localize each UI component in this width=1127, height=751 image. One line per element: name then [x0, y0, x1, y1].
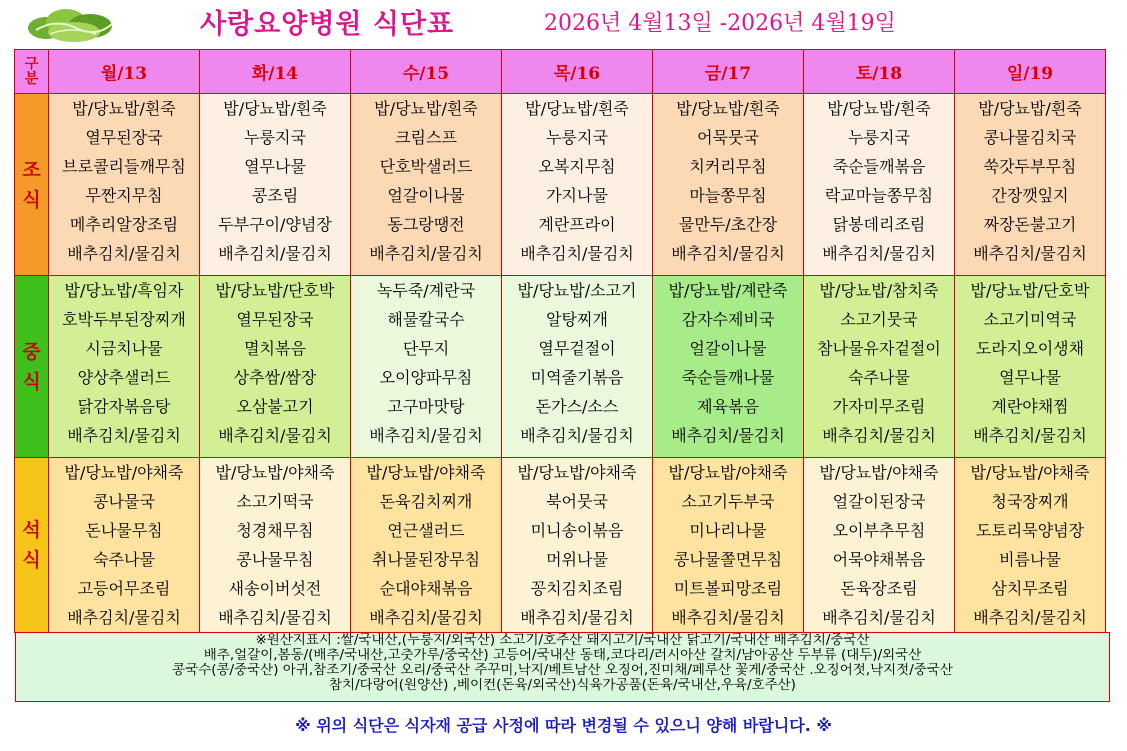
menu-item: 콩나물무침: [236, 550, 314, 569]
meal-label: [15, 276, 49, 458]
origin-line: 참치/다랑어(원양산) ,베이컨(돈육/외국산)식육가공품(돈육/국내산,우육/호주산): [329, 678, 796, 693]
menu-item: 배추김치/물김치: [671, 608, 785, 627]
origin-info-box: [15, 632, 1110, 702]
menu-cell: [804, 94, 955, 276]
menu-cell: [49, 276, 200, 458]
menu-item: 취나물된장무침: [371, 550, 481, 569]
menu-item: 해물칼국수: [387, 310, 465, 329]
day-header: 월/13: [49, 50, 200, 94]
menu-item: 오이양파무침: [379, 368, 473, 387]
date-range: 2026년 4월13일 -2026년 4월19일: [544, 11, 896, 36]
lettuce-logo-icon: [26, 4, 118, 44]
menu-item: 밥/당뇨밥/야채죽: [64, 463, 184, 482]
menu-item: 알탕찌개: [546, 310, 608, 329]
menu-item: 밥/당뇨밥/흑임자: [64, 281, 184, 300]
day-header: 금/17: [653, 50, 804, 94]
menu-item: 도토리묵양념장: [975, 521, 1085, 540]
menu-item: 순대야채볶음: [379, 579, 473, 598]
menu-item: 메추리알장조림: [69, 215, 179, 234]
menu-item: 누룽지국: [848, 128, 910, 147]
menu-item: 밥/당뇨밥/야채죽: [819, 463, 939, 482]
menu-item: 오이부추무침: [832, 521, 926, 540]
menu-item: 배추김치/물김치: [218, 244, 332, 263]
day-header: 일/19: [955, 50, 1106, 94]
lunch-row: [15, 276, 1106, 458]
menu-item: 미트볼피망조림: [673, 579, 783, 598]
menu-item: 배추김치/물김치: [218, 608, 332, 627]
menu-cell: [653, 94, 804, 276]
menu-cell: [955, 458, 1106, 633]
menu-item: 배추김치/물김치: [369, 244, 483, 263]
dinner-row: [15, 458, 1106, 633]
menu-cell: [502, 276, 653, 458]
menu-cell: [200, 276, 351, 458]
menu-item: 밥/당뇨밥/흰죽: [676, 99, 780, 118]
menu-item: 얼갈이된장국: [832, 492, 926, 511]
menu-item: 양상추샐러드: [77, 368, 171, 387]
header-row: [15, 50, 1106, 94]
menu-item: 밥/당뇨밥/야채죽: [517, 463, 637, 482]
menu-item: 마늘쫑무침: [689, 186, 767, 205]
menu-item: 밥/당뇨밥/흰죽: [978, 99, 1082, 118]
menu-item: 브로콜리들깨무침: [62, 157, 186, 176]
menu-item: 숙주나물: [848, 368, 910, 387]
menu-item: 닭감자볶음탕: [77, 397, 171, 416]
menu-item: 밥/당뇨밥/흰죽: [223, 99, 327, 118]
menu-item: 배추김치/물김치: [671, 426, 785, 445]
menu-cell: [653, 276, 804, 458]
menu-item: 배추김치/물김치: [369, 608, 483, 627]
menu-cell: [200, 94, 351, 276]
menu-table: [14, 49, 1106, 633]
menu-item: 제육볶음: [697, 397, 759, 416]
menu-item: 삼치무조림: [991, 579, 1069, 598]
menu-item: 콩나물김치국: [983, 128, 1077, 147]
menu-item: 배추김치/물김치: [822, 244, 936, 263]
menu-item: 밥/당뇨밥/계란죽: [668, 281, 788, 300]
menu-item: 계란야채찜: [991, 397, 1069, 416]
menu-item: 청국장찌개: [991, 492, 1069, 511]
menu-cell: [955, 94, 1106, 276]
menu-item: 배추김치/물김치: [67, 426, 181, 445]
menu-item: 밥/당뇨밥/야채죽: [366, 463, 486, 482]
menu-item: 배추김치/물김치: [67, 244, 181, 263]
menu-item: 돈나물무침: [85, 521, 163, 540]
menu-item: 얼갈이나물: [689, 339, 767, 358]
menu-cell: [502, 458, 653, 633]
origin-line: ※원산지표시 :쌀/국내산,(누룽지/외국산) 소고기/호주산 돼지고기/국내산 닭고기/국내산 배추김치/중국산: [255, 633, 870, 648]
menu-item: 열무겉절이: [538, 339, 616, 358]
menu-item: 북어뭇국: [546, 492, 608, 511]
menu-item: 배추김치/물김치: [67, 608, 181, 627]
menu-cell: [351, 276, 502, 458]
menu-item: 가자미무조림: [832, 397, 926, 416]
corner-header: [15, 50, 49, 94]
menu-item: 누룽지국: [546, 128, 608, 147]
menu-item: 어묵뭇국: [697, 128, 759, 147]
menu-item: 소고기떡국: [236, 492, 314, 511]
meal-label-text: 중식: [22, 340, 41, 393]
menu-item: 배추김치/물김치: [822, 426, 936, 445]
menu-item: 동그랑땡전: [387, 215, 465, 234]
menu-item: 누룽지국: [244, 128, 306, 147]
menu-item: 무짠지무침: [85, 186, 163, 205]
menu-item: 열무나물: [244, 157, 306, 176]
meal-label: [15, 458, 49, 633]
menu-item: 돈육장조림: [840, 579, 918, 598]
menu-item: 밥/당뇨밥/흰죽: [525, 99, 629, 118]
menu-item: 배추김치/물김치: [218, 426, 332, 445]
menu-item: 돈가스/소스: [535, 397, 619, 416]
menu-item: 머위나물: [546, 550, 608, 569]
menu-item: 짜장돈불고기: [983, 215, 1077, 234]
day-header: 수/15: [351, 50, 502, 94]
menu-item: 오삼불고기: [236, 397, 314, 416]
menu-item: 소고기미역국: [983, 310, 1077, 329]
menu-item: 멸치볶음: [244, 339, 306, 358]
menu-item: 상추쌈/쌈장: [233, 368, 317, 387]
menu-item: 참나물유자겉절이: [817, 339, 941, 358]
breakfast-row: [15, 94, 1106, 276]
menu-cell: [804, 276, 955, 458]
menu-cell: [955, 276, 1106, 458]
day-header: 토/18: [804, 50, 955, 94]
origin-line: 콩국수(콩/중국산) 아귀,참조기/중국산 오리/중국산 주꾸미,낙지/베트남산 오징어,진미채/페루산 꽃게/중국산 .오징어젓,낙지젓/중국산: [172, 663, 953, 678]
menu-item: 치커리무침: [689, 157, 767, 176]
menu-item: 감자수제비국: [681, 310, 775, 329]
menu-item: 배추김치/물김치: [520, 608, 634, 627]
menu-item: 가지나물: [546, 186, 608, 205]
menu-item: 소고기뭇국: [840, 310, 918, 329]
menu-item: 밥/당뇨밥/참치죽: [819, 281, 939, 300]
menu-item: 콩조림: [251, 186, 299, 205]
menu-item: 새송이버섯전: [228, 579, 322, 598]
menu-cell: [49, 94, 200, 276]
menu-item: 배추김치/물김치: [973, 244, 1087, 263]
menu-cell: [804, 458, 955, 633]
menu-item: 크림스프: [395, 128, 457, 147]
menu-item: 밥/당뇨밥/흰죽: [827, 99, 931, 118]
menu-cell: [653, 458, 804, 633]
menu-item: 미나리나물: [689, 521, 767, 540]
menu-item: 배추김치/물김치: [520, 244, 634, 263]
menu-item: 배추김치/물김치: [671, 244, 785, 263]
menu-item: 쑥갓두부무침: [983, 157, 1077, 176]
menu-item: 락교마늘쫑무침: [824, 186, 934, 205]
page-title: 사랑요양병원 식단표: [200, 9, 455, 40]
menu-item: 연근샐러드: [387, 521, 465, 540]
menu-cell: [351, 94, 502, 276]
meal-label-text: 석식: [22, 519, 41, 571]
meal-label: [15, 94, 49, 276]
change-notice: ※ 위의 식단은 식자재 공급 사정에 따라 변경될 수 있으니 양해 바랍니다. ※: [295, 716, 832, 735]
menu-item: 녹두죽/계란국: [376, 281, 476, 300]
menu-item: 밥/당뇨밥/야채죽: [668, 463, 788, 482]
menu-item: 어묵야채볶음: [832, 550, 926, 569]
menu-item: 배추김치/물김치: [973, 608, 1087, 627]
corner-label: 구분: [24, 55, 39, 87]
menu-item: 물만두/초간장: [678, 215, 778, 234]
menu-item: 밥/당뇨밥/야채죽: [970, 463, 1090, 482]
menu-item: 단호박샐러드: [379, 157, 473, 176]
menu-item: 배추김치/물김치: [520, 426, 634, 445]
menu-item: 열무나물: [999, 368, 1061, 387]
menu-item: 미니송이볶음: [530, 521, 624, 540]
menu-item: 간장깻잎지: [991, 186, 1069, 205]
menu-item: 시금치나물: [85, 339, 163, 358]
menu-item: 밥/당뇨밥/단호박: [970, 281, 1090, 300]
menu-item: 죽순들깨나물: [681, 368, 775, 387]
menu-item: 고구마맛탕: [387, 397, 465, 416]
menu-item: 돈육김치찌개: [379, 492, 473, 511]
menu-item: 미역줄기볶음: [530, 368, 624, 387]
menu-item: 밥/당뇨밥/흰죽: [72, 99, 176, 118]
menu-item: 고등어무조림: [77, 579, 171, 598]
menu-cell: [502, 94, 653, 276]
menu-item: 배추김치/물김치: [822, 608, 936, 627]
menu-item: 얼갈이나물: [387, 186, 465, 205]
menu-item: 호박두부된장찌개: [62, 310, 186, 329]
menu-item: 오복지무침: [538, 157, 616, 176]
menu-item: 열무된장국: [236, 310, 314, 329]
menu-cell: [49, 458, 200, 633]
menu-item: 청경채무침: [236, 521, 314, 540]
menu-item: 밥/당뇨밥/소고기: [517, 281, 637, 300]
day-header: 화/14: [200, 50, 351, 94]
meal-label-text: 조식: [22, 158, 41, 211]
menu-item: 배추김치/물김치: [369, 426, 483, 445]
menu-cell: [200, 458, 351, 633]
menu-item: 콩나물쫄면무침: [673, 550, 783, 569]
menu-item: 밥/당뇨밥/단호박: [215, 281, 335, 300]
menu-item: 계란프라이: [538, 215, 616, 234]
menu-item: 소고기두부국: [681, 492, 775, 511]
menu-item: 밥/당뇨밥/야채죽: [215, 463, 335, 482]
menu-item: 죽순들깨볶음: [832, 157, 926, 176]
menu-item: 단무지: [402, 339, 450, 358]
menu-item: 밥/당뇨밥/흰죽: [374, 99, 478, 118]
menu-item: 열무된장국: [85, 128, 163, 147]
menu-item: 두부구이/양념장: [218, 215, 332, 234]
menu-item: 닭봉데리조림: [832, 215, 926, 234]
menu-item: 배추김치/물김치: [973, 426, 1087, 445]
origin-line: 배추,얼갈이,봄동/(배추/국내산,고춧가루/중국산) 고등어/국내산 동태,코다리/러시아산 갈치/남아공산 두부류 (대두)/외국산: [203, 648, 922, 663]
menu-item: 도라지오이생채: [975, 339, 1085, 358]
menu-item: 숙주나물: [93, 550, 155, 569]
day-header: 목/16: [502, 50, 653, 94]
menu-item: 콩나물국: [93, 492, 155, 511]
menu-item: 꽁치김치조림: [530, 579, 624, 598]
menu-cell: [351, 458, 502, 633]
menu-item: 비름나물: [999, 550, 1061, 569]
